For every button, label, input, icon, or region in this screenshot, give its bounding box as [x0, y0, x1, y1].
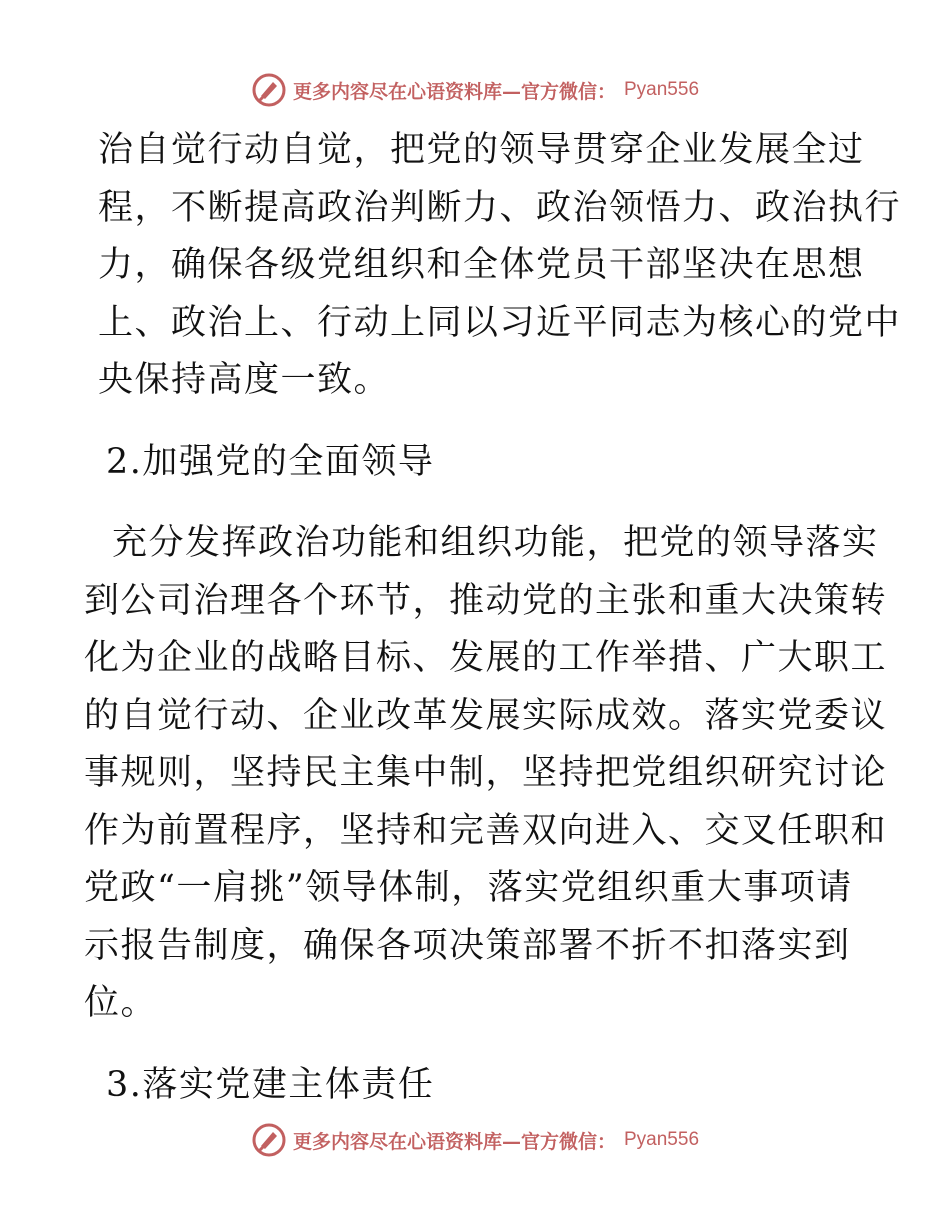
watermark-id: Pyan556 [624, 79, 700, 100]
paragraph-1 [98, 122, 902, 410]
text-line: 治自觉行动自觉，把党的领导贯穿企业发展全过 [98, 130, 865, 170]
section-heading-3: 3.落实党建主体责任 [106, 1064, 435, 1105]
text-line: 央保持高度一致。 [98, 360, 391, 400]
text-line: 力，确保各级党组织和全体党员干部坚决在思想 [98, 245, 865, 285]
watermark-text: 更多内容尽在心语资料库—官方微信： [292, 1130, 616, 1153]
watermark-text: 更多内容尽在心语资料库—官方微信： [292, 80, 616, 103]
text-line: 党政“一肩挑”领导体制，落实党组织重大事项请 [84, 868, 853, 908]
text-line: 位。 [84, 983, 158, 1023]
paragraph-2 [84, 515, 888, 1033]
text-line: 化为企业的战略目标、发展的工作举措、广大职工 [84, 638, 888, 678]
footer-watermark [0, 1120, 950, 1160]
watermark-logo-icon [251, 1122, 287, 1158]
text-line: 事规则，坚持民主集中制，坚持把党组织研究讨论 [84, 753, 888, 793]
text-line: 示报告制度，确保各项决策部署不折不扣落实到 [84, 925, 851, 966]
watermark-logo-icon [251, 72, 287, 108]
document-body [84, 122, 902, 1138]
watermark-id: Pyan556 [624, 1129, 700, 1150]
text-line: 作为前置程序，坚持和完善双向进入、交叉任职和 [84, 810, 888, 851]
text-line: 的自觉行动、企业改革发展实际成效。落实党委议 [84, 695, 888, 736]
text-line: 程，不断提高政治判断力、政治领悟力、政治执行 [98, 187, 902, 228]
text-line: 上、政治上、行动上同以习近平同志为核心的党中 [98, 302, 902, 343]
header-watermark [0, 70, 950, 110]
text-line: 到公司治理各个环节，推动党的主张和重大决策转 [84, 580, 888, 621]
section-heading-2: 2.加强党的全面领导 [106, 441, 435, 482]
text-line: 充分发挥政治功能和组织功能，把党的领导落实 [112, 523, 879, 563]
